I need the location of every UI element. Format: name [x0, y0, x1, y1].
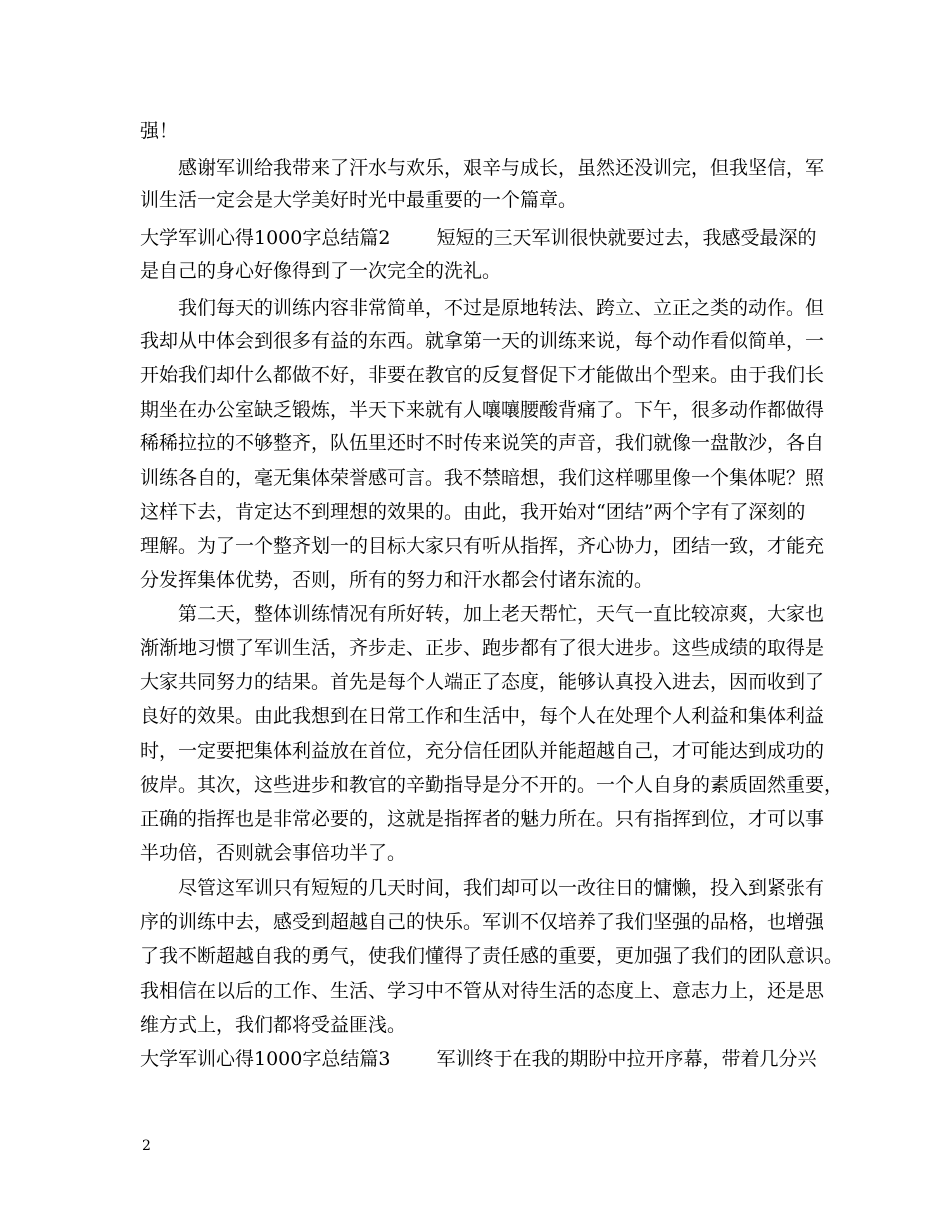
paragraph-6-line-2: 序的训练中去，感受到超越自己的快乐。军训不仅培养了我们坚强的品格，也增强	[140, 911, 825, 933]
paragraph-5-line-3: 大家共同努力的结果。首先是每个人端正了态度，能够认真投入进去，因而收到了	[140, 671, 825, 693]
page-number: 2	[142, 1138, 151, 1154]
paragraph-6-line-4: 我相信在以后的工作、生活、学习中不管从对待生活的态度上、意志力上，还是思	[140, 980, 825, 1002]
paragraph-4-line-3: 开始我们却什么都做不好，非要在教官的反复督促下才能做出个型来。由于我们长	[140, 364, 825, 386]
paragraph-4-line-9: 分发挥集体优势，否则，所有的努力和汗水都会付诸东流的。	[140, 569, 654, 591]
paragraph-5-line-5: 时，一定要把集体利益放在首位，充分信任团队并能超越自己，才可能达到成功的	[140, 740, 825, 762]
paragraph-4-line-8: 理解。为了一个整齐划一的目标大家只有听从指挥，齐心协力，团结一致，才能充	[140, 535, 825, 557]
paragraph-4-line-6: 训练各自的，毫无集体荣誉感可言。我不禁暗想，我们这样哪里像一个集体呢？照	[140, 467, 825, 489]
paragraph-2-line-1: 感谢军训给我带来了汗水与欢乐，艰辛与成长，虽然还没训完，但我坚信，军	[178, 157, 825, 179]
paragraph-5-line-6: 彼岸。其次，这些进步和教官的辛勤指导是分不开的。一个人自身的素质固然重要，	[140, 774, 844, 796]
paragraph-6-line-5: 维方式上，我们都将受益匪浅。	[140, 1014, 407, 1036]
paragraph-5-line-4: 良好的效果。由此我想到在日常工作和生活中，每个人在处理个人利益和集体利益	[140, 705, 825, 727]
paragraph-5-line-1: 第二天，整体训练情况有所好转，加上老天帮忙，天气一直比较凉爽，大家也	[178, 603, 825, 625]
paragraph-3-line-2: 是自己的身心好像得到了一次完全的洗礼。	[140, 260, 502, 282]
paragraph-4-line-1: 我们每天的训练内容非常简单，不过是原地转法、跨立、立正之类的动作。但	[178, 297, 825, 319]
paragraph-1-line-1: 强！	[140, 120, 179, 142]
paragraph-6-line-1: 尽管这军训只有短短的几天时间，我们却可以一改往日的慵懒，投入到紧张有	[178, 877, 825, 899]
paragraph-4-line-7: 这样下去，肯定达不到理想的效果的。由此，我开始对“团结”两个字有了深刻的	[140, 501, 806, 523]
section-heading-3-line	[140, 1046, 816, 1072]
paragraph-2-line-2: 训生活一定会是大学美好时光中最重要的一个篇章。	[140, 189, 578, 211]
section-heading-2-line	[140, 225, 816, 251]
section-heading-3: 大学军训心得1000字总结篇3	[140, 1048, 391, 1070]
section-heading-2: 大学军训心得1000字总结篇2	[140, 227, 391, 249]
paragraph-4-line-2: 我却从中体会到很多有益的东西。就拿第一天的训练来说，每个动作看似简单，一	[140, 330, 825, 352]
paragraph-5-line-7: 正确的指挥也是非常必要的，这就是指挥者的魅力所在。只有指挥到位，才可以事	[140, 808, 825, 830]
paragraph-3-line-1: 短短的三天军训很快就要过去，我感受最深的	[436, 227, 817, 249]
paragraph-6-line-3: 了我不断超越自我的勇气，使我们懂得了责任感的重要，更加强了我们的团队意识。	[140, 945, 844, 967]
paragraph-4-line-4: 期坐在办公室缺乏锻炼，半天下来就有人嚷嚷腰酸背痛了。下午，很多动作都做得	[140, 399, 825, 421]
paragraph-5-line-2: 渐渐地习惯了军训生活，齐步走、正步、跑步都有了很大进步。这些成绩的取得是	[140, 637, 825, 659]
paragraph-4-line-5: 稀稀拉拉的不够整齐，队伍里还时不时传来说笑的声音，我们就像一盘散沙，各自	[140, 432, 825, 454]
paragraph-7-line-1: 军训终于在我的期盼中拉开序幕，带着几分兴	[436, 1048, 817, 1070]
paragraph-5-line-8: 半功倍，否则就会事倍功半了。	[140, 842, 407, 864]
